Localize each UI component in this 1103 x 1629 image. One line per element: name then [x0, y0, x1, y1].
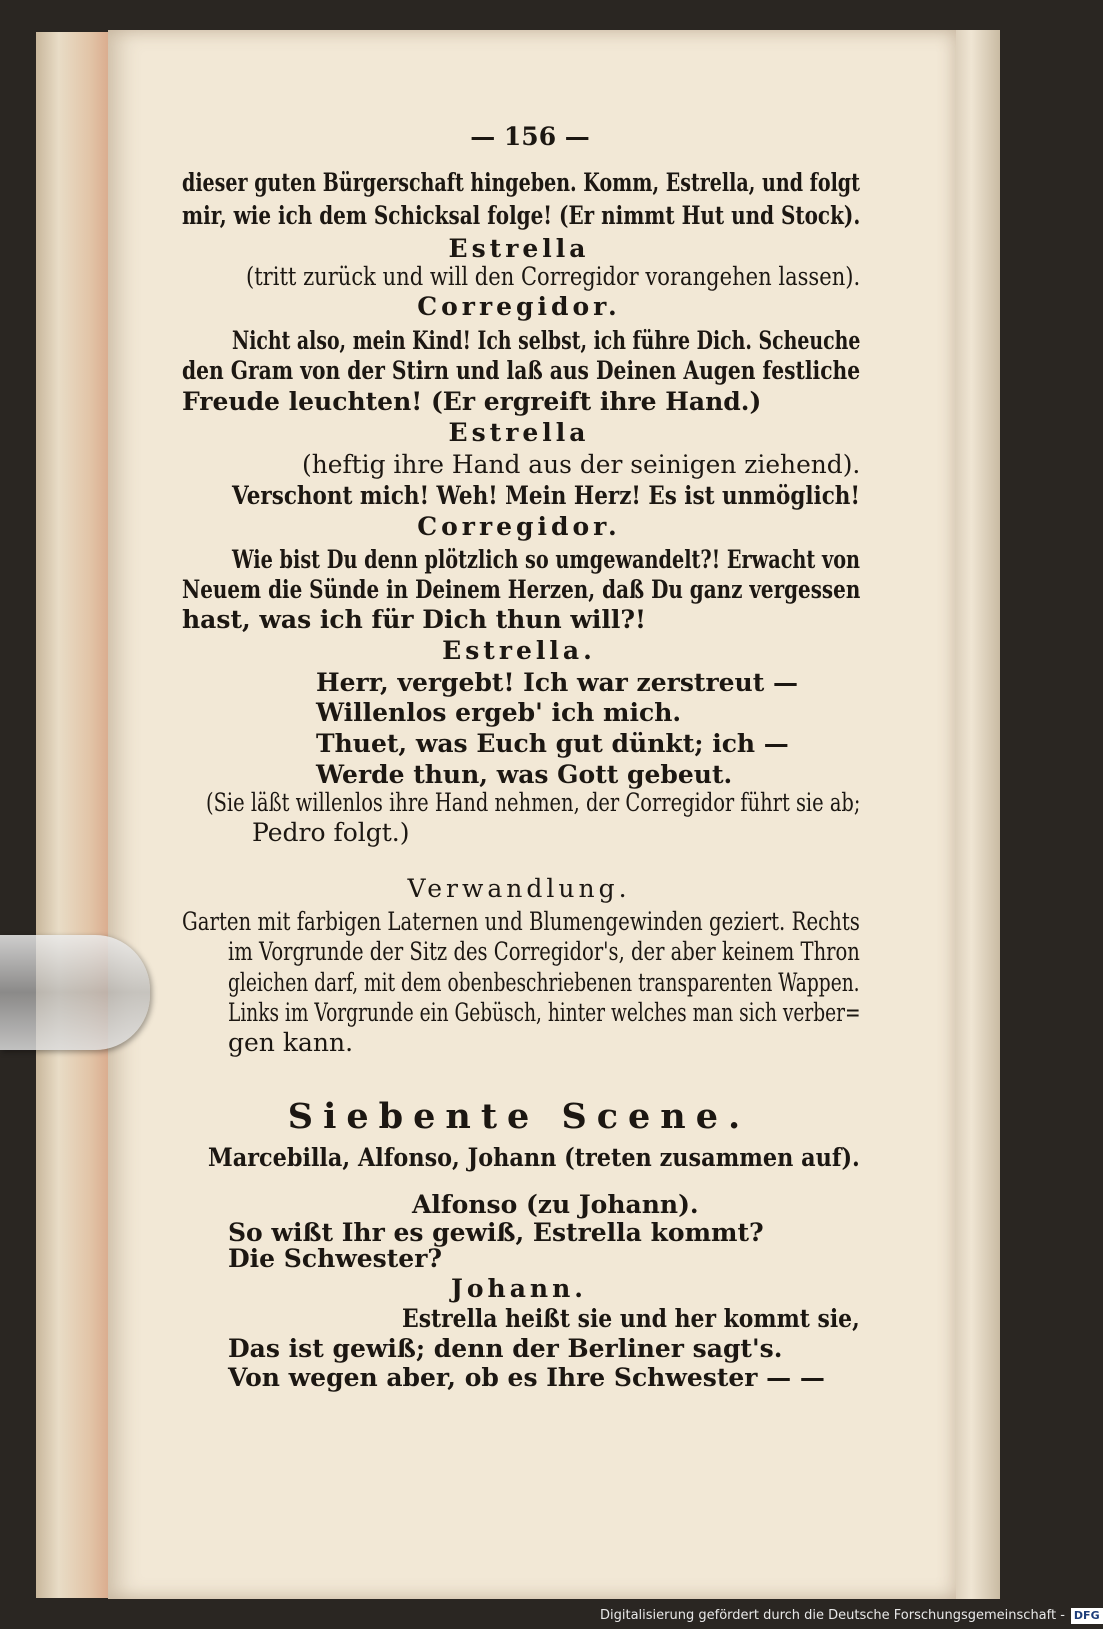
verse-line: Die Schwester?	[228, 1244, 443, 1273]
digitization-footer	[600, 1606, 1100, 1626]
verse-line: Das ist gewiß; denn der Berliner sagt's.	[228, 1334, 783, 1363]
page-clip	[0, 935, 150, 1050]
verse-line: Thuet, was Euch gut dünkt; ich —	[316, 729, 789, 758]
scene-description: Garten mit farbigen Laternen und Blumengewinden geziert. Rechts	[182, 907, 860, 936]
stage-direction: (heftig ihre Hand aus der seinigen ziehend).	[302, 450, 861, 479]
verse-line: Werde thun, was Gott gebeut.	[316, 760, 733, 789]
text-line: den Gram von der Stirn und laß aus Deinen Augen festliche	[182, 356, 861, 385]
scene-description: gen kann.	[228, 1028, 354, 1057]
verse-line: Estrella heißt sie und her kommt sie,	[402, 1304, 860, 1333]
verse-line: Willenlos ergeb' ich mich.	[316, 698, 682, 727]
scene-description: im Vorgrunde der Sitz des Corregidor's, der aber keinem Thron	[228, 937, 860, 966]
stage-direction: Pedro folgt.)	[252, 818, 410, 847]
speaker-name: Alfonso (zu Johann).	[412, 1190, 699, 1219]
speaker-name: Corregidor.	[417, 292, 621, 321]
scene-description: Links im Vorgrunde ein Gebüsch, hinter welches man sich verber=	[228, 998, 861, 1027]
stage-direction: (tritt zurück und will den Corregidor vorangehen lassen).	[246, 262, 861, 291]
scene-change-heading: Verwandlung.	[407, 874, 631, 903]
page-number: — 156 —	[470, 122, 590, 151]
text-line: dieser guten Bürgerschaft hingeben. Komm, Estrella, und folgt	[182, 168, 860, 197]
text-line: Verschont mich! Weh! Mein Herz! Es ist unmöglich!	[232, 481, 860, 510]
text-line: Freude leuchten! (Er ergreift ihre Hand.)	[182, 387, 762, 416]
page-stack-left	[36, 32, 112, 1598]
text-line: Wie bist Du denn plötzlich so umgewandelt?! Erwacht von	[232, 545, 861, 574]
scene-description: gleichen darf, mit dem obenbeschriebenen transparenten Wappen.	[228, 968, 860, 997]
verse-line: Herr, vergebt! Ich war zerstreut —	[316, 668, 798, 697]
text-line: hast, was ich für Dich thun will?!	[182, 605, 647, 634]
verse-line: So wißt Ihr es gewiß, Estrella kommt?	[228, 1218, 764, 1247]
cast-list: Marcebilla, Alfonso, Johann (treten zusammen auf).	[208, 1143, 860, 1172]
speaker-name: Estrella.	[442, 636, 596, 665]
stage-direction: (Sie läßt willenlos ihre Hand nehmen, der Corregidor führt sie ab;	[206, 788, 861, 817]
speaker-name: Estrella	[448, 418, 590, 447]
text-line: mir, wie ich dem Schicksal folge! (Er nimmt Hut und Stock).	[182, 201, 861, 230]
facing-page-edge	[952, 30, 1000, 1599]
speaker-name: Corregidor.	[417, 512, 621, 541]
footer-text: Digitalisierung gefördert durch die Deutsche Forschungsgemeinschaft -	[600, 1608, 1065, 1623]
dfg-logo: DFG	[1071, 1608, 1103, 1624]
scene-heading: Siebente Scene.	[287, 1096, 751, 1137]
text-line: Neuem die Sünde in Deinem Herzen, daß Du ganz vergessen	[182, 575, 861, 604]
speaker-name: Johann.	[451, 1274, 587, 1303]
speaker-name: Estrella	[448, 234, 590, 263]
verse-line: Von wegen aber, ob es Ihre Schwester — —	[228, 1363, 825, 1392]
text-line: Nicht also, mein Kind! Ich selbst, ich führe Dich. Scheuche	[232, 326, 861, 355]
